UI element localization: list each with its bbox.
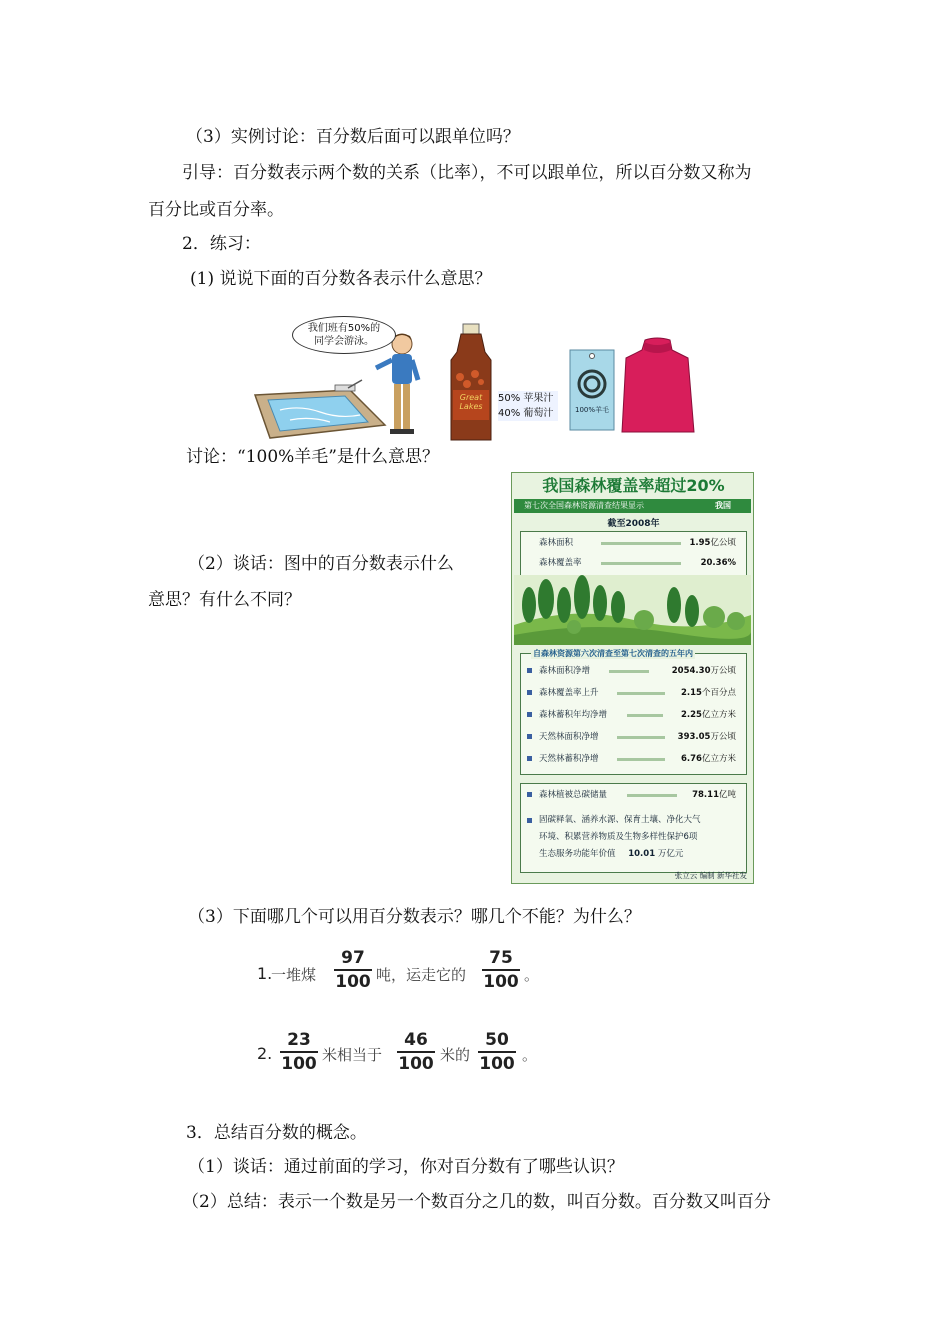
juice-content-label: 50% 苹果汁 40% 葡萄汁: [498, 391, 558, 421]
benefit-text: 固碳释氧、涵养水源、保育土壤、净化大气: [539, 815, 701, 825]
exercise-2-text: 米的: [440, 1046, 471, 1064]
exercise-1-text: 吨，运走它的: [376, 966, 467, 984]
exercise-question-3: （3）下面哪几个可以用百分数表示？哪几个不能？为什么？: [188, 907, 641, 927]
speech-bubble: 我们班有50%的 同学会游泳。: [292, 316, 396, 354]
stat-row: 森林蓄积年均净增 2.25亿立方米: [529, 708, 740, 722]
guidance-paragraph-cont: 百分比或百分率。: [148, 200, 284, 220]
stat-row: 天然林蓄积净增 6.76亿立方米: [529, 752, 740, 766]
summary-talk: （1）谈话：通过前面的学习，你对百分数有了哪些认识？: [188, 1157, 624, 1177]
bottle-brand-text-2: Lakes: [459, 402, 483, 411]
exercise-2-text: 米相当于: [322, 1046, 383, 1064]
fraction: 97 100: [335, 948, 371, 992]
infographic-date: 截至2008年: [607, 519, 660, 529]
forest-infographic: [511, 472, 754, 884]
fraction: 75 100: [483, 948, 519, 992]
fraction: 23 100: [281, 1030, 317, 1074]
exercise-2-number: 2.: [257, 1044, 273, 1063]
red-sweater-illustration: [620, 336, 695, 434]
stat-row: 森林面积净增 2054.30万公顷: [529, 664, 740, 678]
practice-question-1: (1) 说说下面的百分数各表示什么意思？: [190, 269, 492, 289]
stat-row: 森林覆盖率上升 2.15个百分点: [529, 686, 740, 700]
wool-tag-text: 100%羊毛: [574, 406, 610, 414]
discussion-wool: 讨论：“100%羊毛”是什么意思？: [186, 447, 439, 467]
stat-row: 森林植被总碳储量 78.11亿吨: [529, 788, 740, 802]
summary-definition: （2）总结：表示一个数是另一个数百分之几的数，叫百分数。百分数又叫百分: [182, 1192, 771, 1212]
exercise-1-end: 。: [524, 966, 540, 984]
practice-heading: 2．练习：: [182, 234, 261, 254]
exercise-1-number: 1.: [257, 964, 273, 983]
wool-tag-illustration: [569, 344, 615, 432]
benefit-text: 环境、积累营养物质及生物多样性保护6项: [539, 832, 698, 842]
exercise-1-text: 一堆煤: [271, 966, 317, 984]
infographic-credit: 张立云 编制 新华社发: [674, 871, 747, 880]
fraction: 50 100: [479, 1030, 515, 1074]
discussion-question: （3）实例讨论：百分数后面可以跟单位吗？: [186, 127, 520, 147]
top-stats-box: [520, 531, 747, 577]
guidance-paragraph: 引导：百分数表示两个数的关系（比率），不可以跟单位，所以百分数又称为: [182, 163, 752, 183]
stat-row: 森林面积 1.95亿公顷: [539, 538, 736, 548]
infographic-subtitle: 第七次全国森林资源清查结果显示 我国: [514, 499, 751, 513]
benefit-value-text: 生态服务功能年价值 10.01 万亿元: [539, 849, 684, 859]
forest-scene-illustration: [514, 575, 751, 645]
five-year-stats-box: 自森林资源第六次清查至第七次清查的五年内 森林面积净增 2054.30万公顷 森林覆盖率上升 2.15个百分点 森林蓄积年均净增 2.25亿立方米 天然林面积净增 393.05万公顷 天然林蓄积净增 6.76亿立方米: [520, 653, 747, 775]
stat-row: 森林覆盖率 20.36%: [539, 558, 736, 568]
carbon-stats-box: [520, 783, 747, 873]
infographic-title: 我国森林覆盖率超过20%: [542, 476, 725, 495]
exercise-2-end: 。: [522, 1046, 538, 1064]
talk-question-2-cont: 意思？有什么不同？: [148, 590, 301, 610]
juice-bottle-illustration: [445, 322, 497, 444]
bottle-brand-text: Great: [459, 393, 483, 402]
talk-question-2: （2）谈话：图中的百分数表示什么: [188, 554, 454, 574]
stat-row: 天然林面积净增 393.05万公顷: [529, 730, 740, 744]
fraction: 46 100: [398, 1030, 434, 1074]
summary-heading: 3．总结百分数的概念。: [186, 1123, 367, 1143]
